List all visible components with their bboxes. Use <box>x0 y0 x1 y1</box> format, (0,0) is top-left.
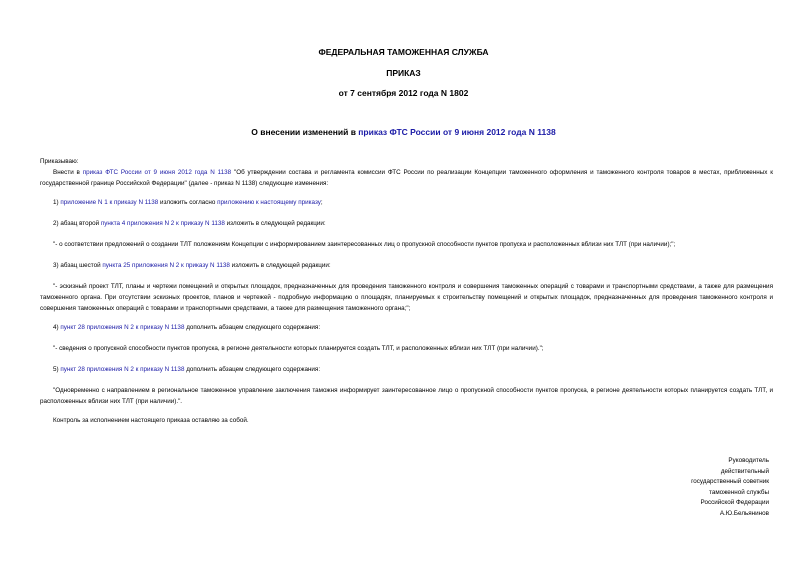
item3-end: изложить в следующей редакции: <box>229 262 331 269</box>
item4-end: дополнить абзацем следующего содержания: <box>184 324 321 331</box>
quote-4: "- сведения о пропускной способности пунктов пропуска, в регионе деятельности которых планируется создать ТЛТ, и расположенных вблизи них ТЛТ (при наличии)."; <box>53 345 544 352</box>
item-3 <box>40 260 773 271</box>
item1-end: ; <box>320 199 323 206</box>
quote-3: "- эскизный проект ТЛТ, планы и чертежи помещений и открытых площадок, предназначенных для проведения таможенного контроля и совершения таможенных операций с товарами и транспортными средствами, а также для размещения таможенного органа. При отсутствии эскизных проектов, планов и чертежей - подробную информацию о площадях, планируемых к строительству помещений и открытых площадок, предназначенных для проведения таможенного контроля и совершения таможенных операций с товарами и транспортными средствами, а также для размещения таможенного органа;"; <box>40 283 773 312</box>
order-word: Приказываю: <box>40 158 79 165</box>
item5-link[interactable]: пункт 28 приложения N 2 к приказу N 1138 <box>60 366 185 373</box>
signature-block <box>691 456 769 519</box>
item2-link[interactable]: пункта 4 приложения N 2 к приказу N 1138 <box>100 220 225 227</box>
item-5 <box>40 364 773 375</box>
signature-line: Руководитель <box>728 457 769 464</box>
item2-end: изложить в следующей редакции: <box>224 220 326 227</box>
item-4 <box>40 322 773 333</box>
item-1 <box>40 197 773 208</box>
intro-paragraph <box>40 167 773 189</box>
quote-2: "- о соответствии предложений о создании ТЛТ положениям Концепции с информированием заинтересованных лиц о пропускной способности пунктов пропуска и расположенных вблизи них ТЛТ (при наличии);"; <box>53 241 676 248</box>
intro-link[interactable]: приказ ФТС России от 9 июня 2012 года N 1138 <box>82 169 232 176</box>
signer-name: А.Ю.Бельянинов <box>719 509 769 517</box>
signature-line: таможенной службы <box>709 488 769 496</box>
item1-mid: изложить согласно <box>158 199 218 206</box>
item4-num: 4) <box>53 324 61 331</box>
agency-heading: ФЕДЕРАЛЬНАЯ ТАМОЖЕННАЯ СЛУЖБА <box>318 47 489 57</box>
item3-link[interactable]: пункта 25 приложения N 2 к приказу N 1138 <box>102 262 230 269</box>
signature-line: Российской Федерации <box>700 499 769 506</box>
item1-link1[interactable]: приложение N 1 к приказу N 1138 <box>60 199 159 206</box>
item1-link2[interactable]: приложению к настоящему приказу <box>217 199 321 206</box>
doc-type-heading: ПРИКАЗ <box>386 68 421 78</box>
intro-pre: Внести в <box>53 169 83 176</box>
quote-5: "Одновременно с направлением в региональное таможенное управление заключения таможня информирует заинтересованное лицо о пропускной способности пунктов пропуска, в регионе деятельности которых планируется создать ТЛТ, и расположенных вблизи них ТЛТ (при наличии).". <box>40 387 773 405</box>
item5-end: дополнить абзацем следующего содержания: <box>184 366 321 373</box>
control-paragraph: Контроль за исполнением настоящего приказа оставляю за собой. <box>53 417 249 424</box>
item1-num: 1) <box>53 199 61 206</box>
item3-num: 3) абзац шестой <box>53 262 103 269</box>
item4-link[interactable]: пункт 28 приложения N 2 к приказу N 1138 <box>60 324 185 331</box>
item5-num: 5) <box>53 366 61 373</box>
signature-line: действительный <box>720 467 769 475</box>
signature-line: государственный советник <box>691 478 769 485</box>
date-number-heading: от 7 сентября 2012 года N 1802 <box>338 88 469 98</box>
intro-post: "Об утверждении состава и регламента комиссии ФТС России по реализации Концепции таможенного оформления и таможенного контроля товаров в местах, приближенных к государственной границе Российской Федерации" (далее - приказ N 1138) следующие изменения: <box>40 169 774 187</box>
title-prefix: О внесении изменений в <box>251 127 359 137</box>
item-2 <box>40 218 773 229</box>
item2-num: 2) абзац второй <box>53 220 101 227</box>
title-link[interactable]: приказ ФТС России от 9 июня 2012 года N 1138 <box>358 127 556 137</box>
document-title <box>0 127 807 137</box>
